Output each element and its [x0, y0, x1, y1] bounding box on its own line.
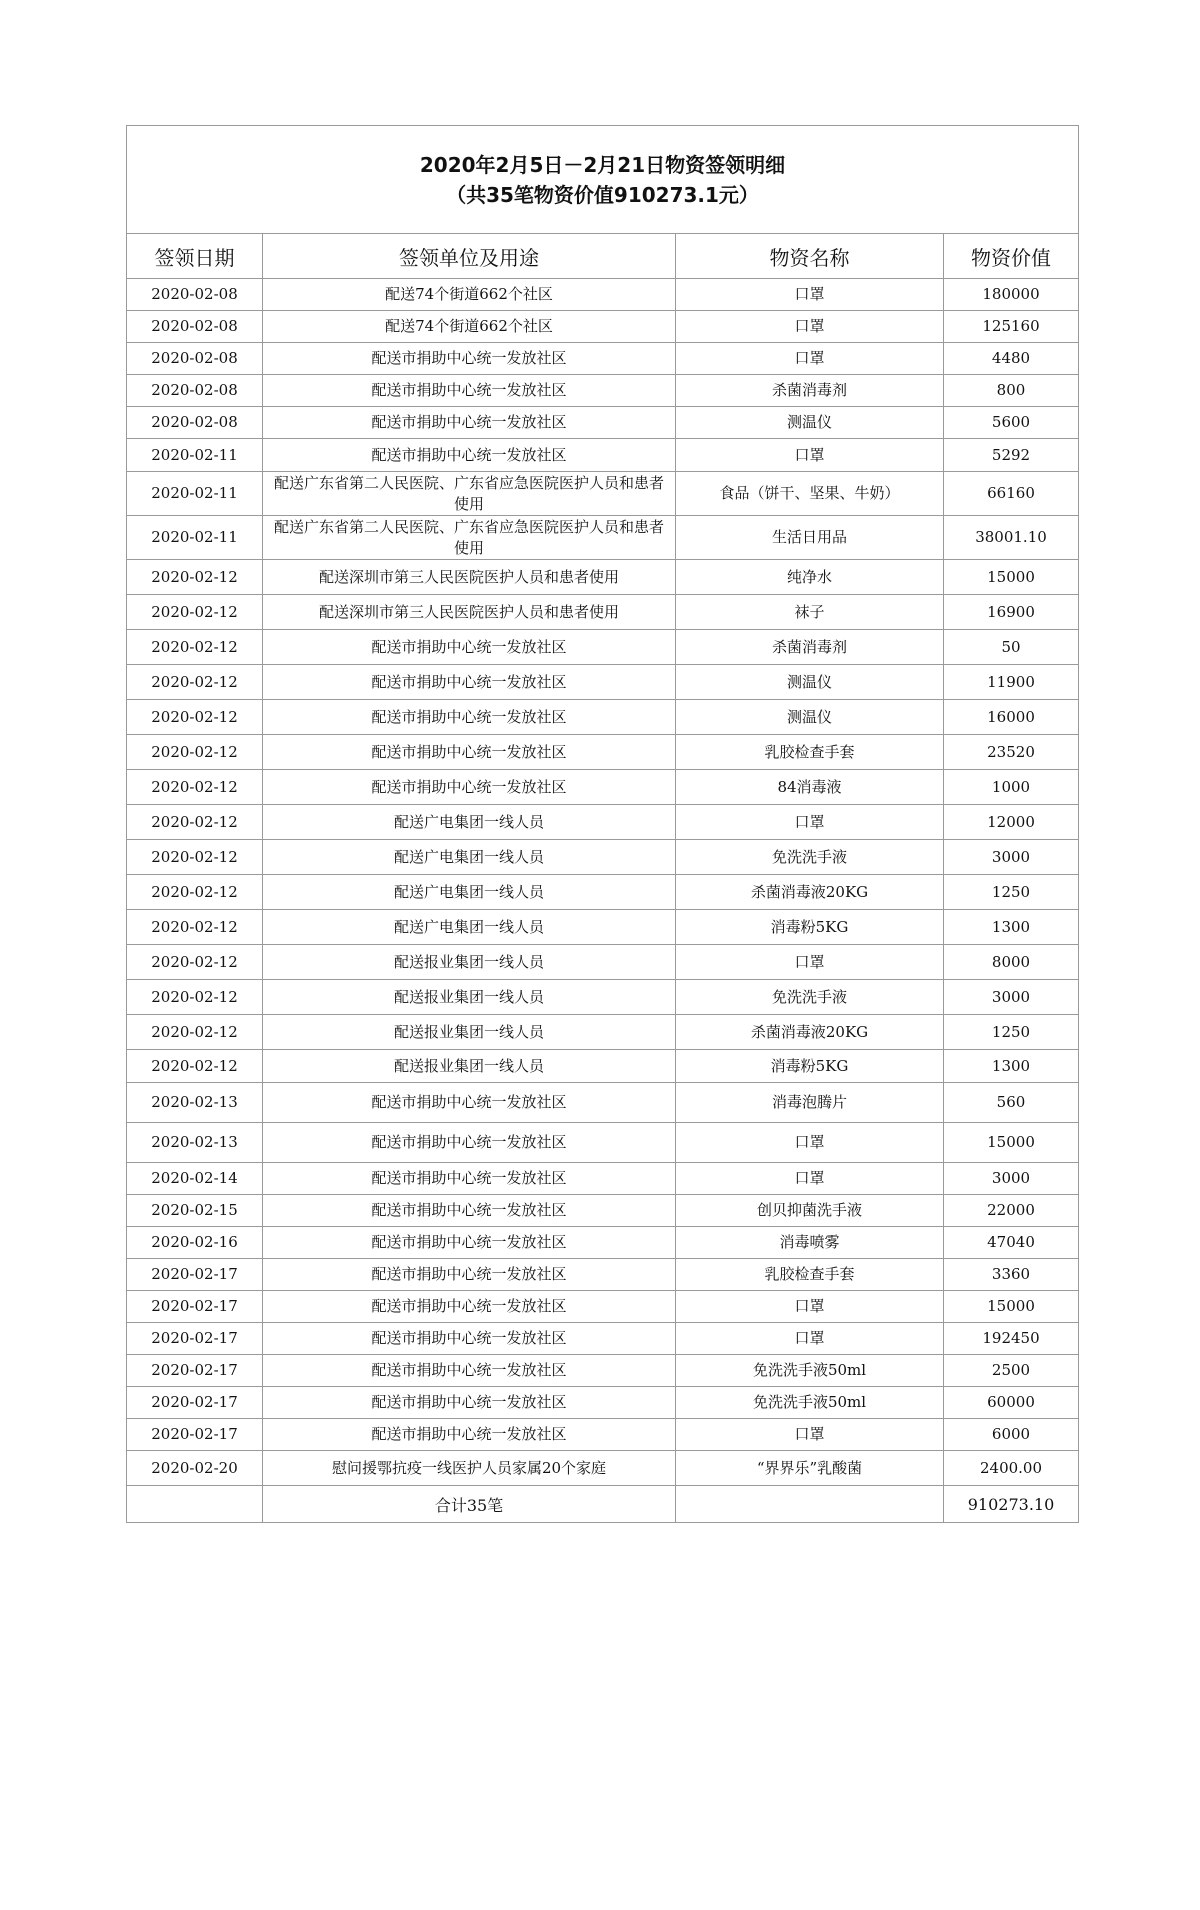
table-body [127, 279, 1079, 1486]
cell-unit: 配送市捐助中心统一发放社区 [263, 375, 676, 407]
cell-date: 2020-02-12 [127, 735, 263, 770]
total-empty-cell [676, 1486, 944, 1523]
cell-value: 180000 [944, 279, 1079, 311]
cell-date: 2020-02-13 [127, 1123, 263, 1163]
cell-item: 杀菌消毒剂 [676, 630, 944, 665]
cell-date: 2020-02-17 [127, 1323, 263, 1355]
table-row [127, 1355, 1079, 1387]
cell-value: 2500 [944, 1355, 1079, 1387]
table-row [127, 875, 1079, 910]
cell-value: 1300 [944, 1050, 1079, 1083]
cell-date: 2020-02-12 [127, 875, 263, 910]
table-row [127, 1083, 1079, 1123]
cell-date: 2020-02-08 [127, 311, 263, 343]
cell-value: 5292 [944, 439, 1079, 472]
cell-unit: 配送74个街道662个社区 [263, 279, 676, 311]
cell-unit: 配送市捐助中心统一发放社区 [263, 630, 676, 665]
cell-value: 560 [944, 1083, 1079, 1123]
table-row [127, 472, 1079, 516]
cell-item: 免洗洗手液50ml [676, 1355, 944, 1387]
cell-item: 生活日用品 [676, 516, 944, 560]
cell-value: 1300 [944, 910, 1079, 945]
cell-item: “界界乐”乳酸菌 [676, 1451, 944, 1486]
cell-value: 60000 [944, 1387, 1079, 1419]
cell-date: 2020-02-16 [127, 1227, 263, 1259]
table-row [127, 980, 1079, 1015]
cell-value: 16900 [944, 595, 1079, 630]
cell-value: 66160 [944, 472, 1079, 516]
cell-item: 口罩 [676, 1163, 944, 1195]
cell-value: 47040 [944, 1227, 1079, 1259]
title-line-2: （共35笔物资价值910273.1元） [446, 182, 759, 207]
cell-unit: 配送广东省第二人民医院、广东省应急医院医护人员和患者使用 [263, 472, 676, 516]
table-row [127, 1419, 1079, 1451]
supplies-table [126, 125, 1079, 1523]
cell-unit: 配送市捐助中心统一发放社区 [263, 1387, 676, 1419]
table-row [127, 1195, 1079, 1227]
table-row [127, 343, 1079, 375]
cell-date: 2020-02-12 [127, 1015, 263, 1050]
title-line-1: 2020年2月5日－2月21日物资签领明细 [419, 152, 786, 177]
cell-date: 2020-02-14 [127, 1163, 263, 1195]
cell-date: 2020-02-08 [127, 343, 263, 375]
cell-item: 测温仪 [676, 700, 944, 735]
cell-item: 口罩 [676, 279, 944, 311]
document-sheet [126, 125, 1078, 1523]
cell-item: 乳胶检查手套 [676, 1259, 944, 1291]
cell-date: 2020-02-17 [127, 1355, 263, 1387]
cell-value: 3000 [944, 840, 1079, 875]
table-row [127, 1451, 1079, 1486]
cell-unit: 配送市捐助中心统一发放社区 [263, 439, 676, 472]
cell-value: 4480 [944, 343, 1079, 375]
table-row [127, 439, 1079, 472]
cell-date: 2020-02-12 [127, 1050, 263, 1083]
cell-value: 1000 [944, 770, 1079, 805]
cell-date: 2020-02-12 [127, 630, 263, 665]
cell-item: 口罩 [676, 1323, 944, 1355]
cell-value: 800 [944, 375, 1079, 407]
cell-unit: 配送深圳市第三人民医院医护人员和患者使用 [263, 595, 676, 630]
cell-date: 2020-02-12 [127, 770, 263, 805]
cell-item: 消毒粉5KG [676, 1050, 944, 1083]
cell-unit: 配送市捐助中心统一发放社区 [263, 1355, 676, 1387]
table-row [127, 516, 1079, 560]
total-row [127, 1486, 1079, 1523]
header-row [127, 234, 1079, 279]
cell-item: 免洗洗手液 [676, 840, 944, 875]
cell-unit: 配送市捐助中心统一发放社区 [263, 700, 676, 735]
total-label: 合计35笔 [263, 1486, 676, 1523]
table-row [127, 1323, 1079, 1355]
cell-date: 2020-02-12 [127, 700, 263, 735]
cell-unit: 配送广电集团一线人员 [263, 805, 676, 840]
table-row [127, 1387, 1079, 1419]
cell-date: 2020-02-17 [127, 1387, 263, 1419]
cell-item: 口罩 [676, 1123, 944, 1163]
cell-unit: 配送市捐助中心统一发放社区 [263, 1123, 676, 1163]
table-row [127, 407, 1079, 439]
cell-date: 2020-02-20 [127, 1451, 263, 1486]
cell-value: 16000 [944, 700, 1079, 735]
cell-item: 杀菌消毒液20KG [676, 875, 944, 910]
cell-date: 2020-02-12 [127, 910, 263, 945]
cell-unit: 配送市捐助中心统一发放社区 [263, 1323, 676, 1355]
cell-value: 1250 [944, 1015, 1079, 1050]
cell-value: 50 [944, 630, 1079, 665]
cell-value: 11900 [944, 665, 1079, 700]
cell-date: 2020-02-17 [127, 1259, 263, 1291]
table-row [127, 1227, 1079, 1259]
table-row [127, 1123, 1079, 1163]
table-row [127, 945, 1079, 980]
cell-value: 3000 [944, 1163, 1079, 1195]
cell-item: 袜子 [676, 595, 944, 630]
header-value: 物资价值 [944, 234, 1079, 279]
cell-value: 38001.10 [944, 516, 1079, 560]
cell-unit: 配送深圳市第三人民医院医护人员和患者使用 [263, 560, 676, 595]
cell-date: 2020-02-12 [127, 840, 263, 875]
table-row [127, 311, 1079, 343]
cell-item: 口罩 [676, 343, 944, 375]
table-row [127, 665, 1079, 700]
table-row [127, 560, 1079, 595]
table-row [127, 840, 1079, 875]
cell-item: 纯净水 [676, 560, 944, 595]
cell-value: 3360 [944, 1259, 1079, 1291]
cell-item: 消毒粉5KG [676, 910, 944, 945]
total-empty-cell [127, 1486, 263, 1523]
cell-value: 15000 [944, 560, 1079, 595]
cell-item: 创贝抑菌洗手液 [676, 1195, 944, 1227]
cell-date: 2020-02-13 [127, 1083, 263, 1123]
cell-item: 口罩 [676, 439, 944, 472]
cell-date: 2020-02-11 [127, 439, 263, 472]
table-row [127, 1259, 1079, 1291]
cell-unit: 配送广电集团一线人员 [263, 910, 676, 945]
header-unit: 签领单位及用途 [263, 234, 676, 279]
table-title [127, 126, 1079, 234]
cell-date: 2020-02-15 [127, 1195, 263, 1227]
total-value: 910273.10 [944, 1486, 1079, 1523]
cell-value: 15000 [944, 1123, 1079, 1163]
cell-unit: 配送市捐助中心统一发放社区 [263, 1083, 676, 1123]
cell-unit: 配送报业集团一线人员 [263, 945, 676, 980]
cell-unit: 配送广电集团一线人员 [263, 875, 676, 910]
cell-unit: 配送市捐助中心统一发放社区 [263, 1195, 676, 1227]
cell-date: 2020-02-08 [127, 279, 263, 311]
table-row [127, 1050, 1079, 1083]
cell-item: 测温仪 [676, 665, 944, 700]
cell-unit: 慰问援鄂抗疫一线医护人员家属20个家庭 [263, 1451, 676, 1486]
cell-value: 3000 [944, 980, 1079, 1015]
header-item: 物资名称 [676, 234, 944, 279]
cell-date: 2020-02-17 [127, 1291, 263, 1323]
cell-date: 2020-02-12 [127, 560, 263, 595]
cell-value: 6000 [944, 1419, 1079, 1451]
cell-unit: 配送市捐助中心统一发放社区 [263, 665, 676, 700]
table-row [127, 1015, 1079, 1050]
cell-unit: 配送市捐助中心统一发放社区 [263, 343, 676, 375]
cell-item: 免洗洗手液50ml [676, 1387, 944, 1419]
cell-unit: 配送报业集团一线人员 [263, 980, 676, 1015]
cell-unit: 配送市捐助中心统一发放社区 [263, 735, 676, 770]
cell-value: 5600 [944, 407, 1079, 439]
cell-date: 2020-02-11 [127, 472, 263, 516]
cell-item: 杀菌消毒剂 [676, 375, 944, 407]
cell-date: 2020-02-12 [127, 980, 263, 1015]
cell-item: 乳胶检查手套 [676, 735, 944, 770]
cell-item: 口罩 [676, 805, 944, 840]
table-row [127, 910, 1079, 945]
cell-value: 22000 [944, 1195, 1079, 1227]
cell-date: 2020-02-08 [127, 375, 263, 407]
cell-value: 125160 [944, 311, 1079, 343]
table-row [127, 1291, 1079, 1323]
cell-item: 食品（饼干、坚果、牛奶） [676, 472, 944, 516]
cell-unit: 配送报业集团一线人员 [263, 1050, 676, 1083]
cell-unit: 配送市捐助中心统一发放社区 [263, 1259, 676, 1291]
cell-item: 免洗洗手液 [676, 980, 944, 1015]
cell-item: 消毒喷雾 [676, 1227, 944, 1259]
cell-unit: 配送市捐助中心统一发放社区 [263, 407, 676, 439]
cell-item: 口罩 [676, 311, 944, 343]
cell-item: 杀菌消毒液20KG [676, 1015, 944, 1050]
table-row [127, 630, 1079, 665]
cell-unit: 配送74个街道662个社区 [263, 311, 676, 343]
cell-unit: 配送市捐助中心统一发放社区 [263, 1291, 676, 1323]
cell-value: 2400.00 [944, 1451, 1079, 1486]
cell-date: 2020-02-12 [127, 945, 263, 980]
cell-value: 15000 [944, 1291, 1079, 1323]
cell-item: 84消毒液 [676, 770, 944, 805]
cell-unit: 配送广东省第二人民医院、广东省应急医院医护人员和患者使用 [263, 516, 676, 560]
cell-unit: 配送市捐助中心统一发放社区 [263, 1419, 676, 1451]
cell-value: 23520 [944, 735, 1079, 770]
table-row [127, 279, 1079, 311]
table-row [127, 700, 1079, 735]
cell-unit: 配送市捐助中心统一发放社区 [263, 770, 676, 805]
table-row [127, 375, 1079, 407]
cell-item: 测温仪 [676, 407, 944, 439]
table-row [127, 735, 1079, 770]
cell-value: 192450 [944, 1323, 1079, 1355]
table-row [127, 805, 1079, 840]
cell-item: 口罩 [676, 1419, 944, 1451]
cell-value: 12000 [944, 805, 1079, 840]
cell-value: 1250 [944, 875, 1079, 910]
cell-item: 口罩 [676, 1291, 944, 1323]
cell-unit: 配送市捐助中心统一发放社区 [263, 1227, 676, 1259]
cell-date: 2020-02-08 [127, 407, 263, 439]
cell-value: 8000 [944, 945, 1079, 980]
cell-date: 2020-02-17 [127, 1419, 263, 1451]
cell-unit: 配送市捐助中心统一发放社区 [263, 1163, 676, 1195]
cell-date: 2020-02-11 [127, 516, 263, 560]
cell-unit: 配送报业集团一线人员 [263, 1015, 676, 1050]
cell-item: 口罩 [676, 945, 944, 980]
cell-unit: 配送广电集团一线人员 [263, 840, 676, 875]
cell-item: 消毒泡腾片 [676, 1083, 944, 1123]
cell-date: 2020-02-12 [127, 805, 263, 840]
table-row [127, 595, 1079, 630]
table-row [127, 770, 1079, 805]
header-date: 签领日期 [127, 234, 263, 279]
cell-date: 2020-02-12 [127, 665, 263, 700]
cell-date: 2020-02-12 [127, 595, 263, 630]
table-row [127, 1163, 1079, 1195]
